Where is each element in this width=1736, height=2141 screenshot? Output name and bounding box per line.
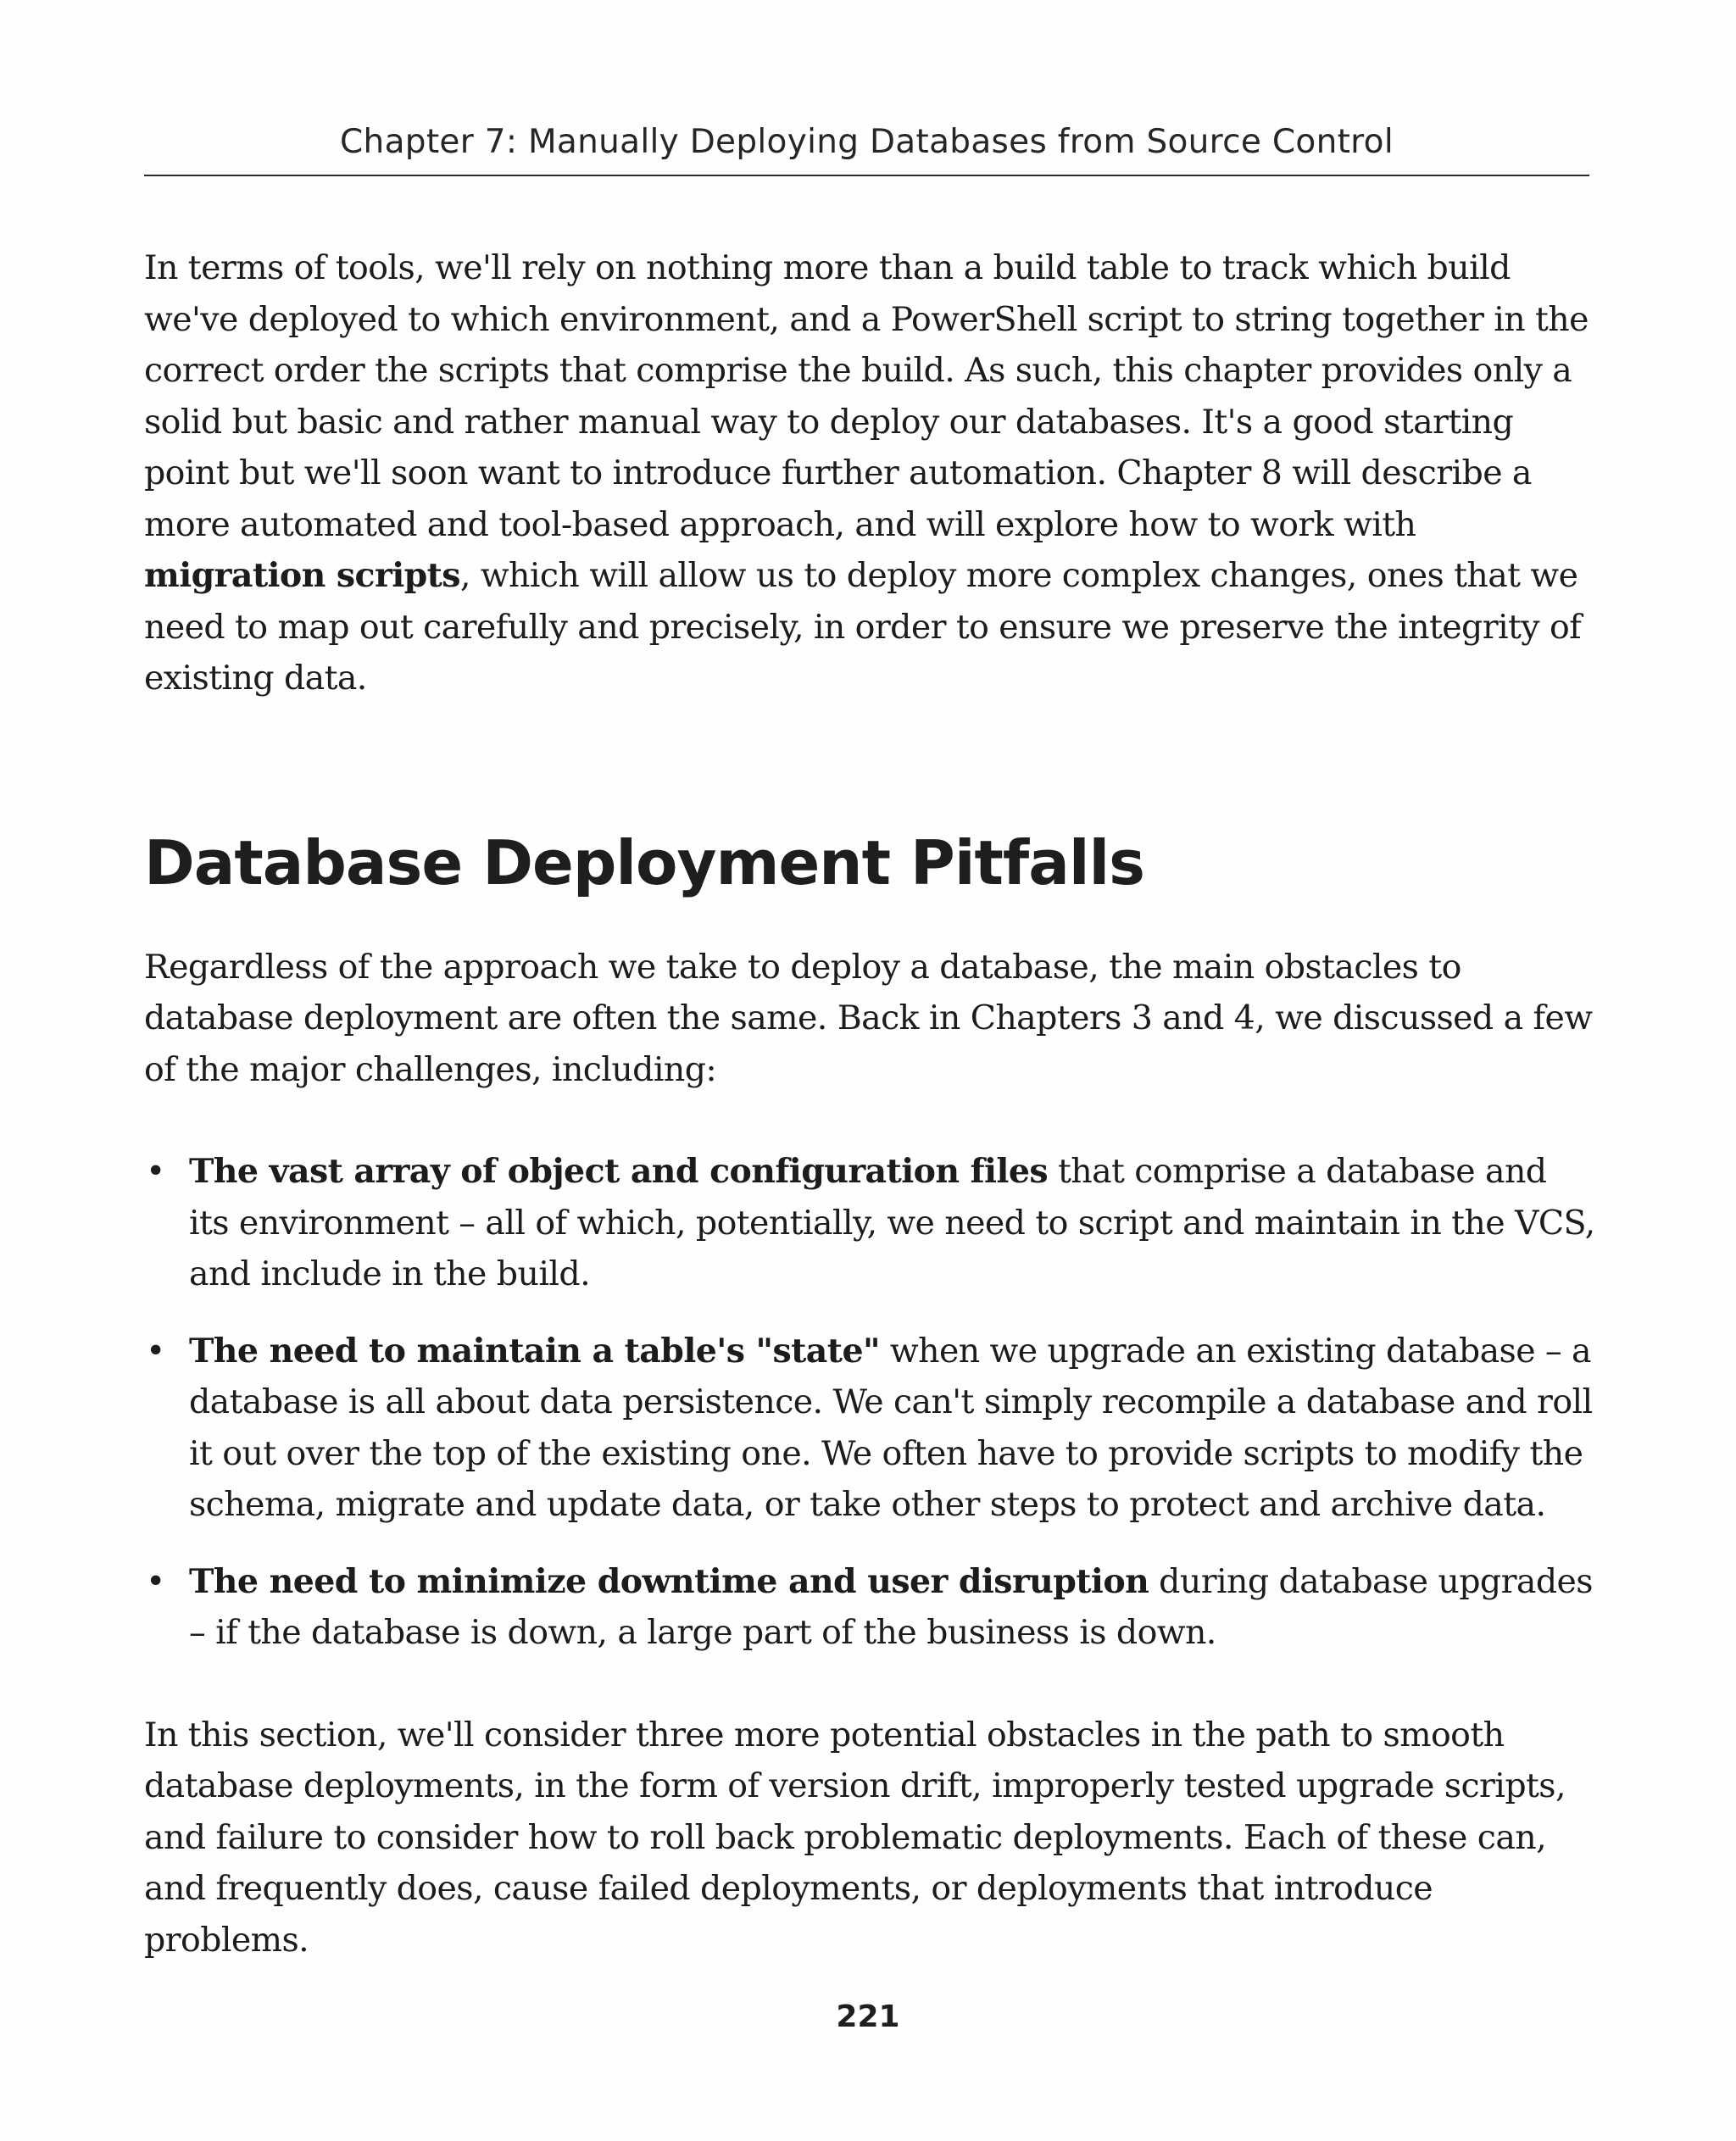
section-heading: Database Deployment Pitfalls bbox=[144, 826, 1145, 898]
list-item-text: when we upgrade an existing database – a database is all about data persistence. We can't simply recompile a database and roll it out over the top of the existing one. We often have to provide scripts to modify the schema, migrate and update data, or take other steps to protect and archive data. bbox=[189, 1331, 1593, 1524]
page-number: 221 bbox=[836, 1999, 900, 2034]
bullet-icon: • bbox=[146, 1561, 165, 1601]
bullet-icon: • bbox=[146, 1331, 165, 1371]
intro-text-end: , which will allow us to deploy more complex changes, ones that we need to map out carefully and precisely, in order to ensure we preserve the integrity of existing data. bbox=[144, 556, 1582, 698]
chapter-title: Chapter 7: Manually Deploying Databases from Source Control bbox=[340, 123, 1394, 161]
page-content bbox=[144, 242, 1595, 1966]
list-item bbox=[144, 1556, 1595, 1659]
list-item-text: during database upgrades – if the database is down, a large part of the business is down. bbox=[189, 1561, 1593, 1652]
list-item-bold: The need to maintain a table's "state" bbox=[189, 1331, 880, 1371]
list-item-bold: The vast array of object and configuration files bbox=[189, 1152, 1048, 1191]
running-header bbox=[144, 108, 1589, 176]
section-lead-paragraph: Regardless of the approach we take to deploy a database, the main obstacles to database deployment are often the same. Back in Chapters 3 and 4, we discussed a few of the major challenges, including: bbox=[144, 947, 1593, 1089]
intro-paragraph bbox=[144, 242, 1595, 704]
intro-bold-term: migration scripts bbox=[144, 556, 460, 595]
bullet-icon: • bbox=[146, 1152, 165, 1191]
list-item bbox=[144, 1146, 1595, 1300]
closing-paragraph: In this section, we'll consider three more potential obstacles in the path to smooth database deployments, in the form of version drift, improperly tested upgrade scripts, and failure to consider how to roll back problematic deployments. Each of these can, and frequently does, cause failed deployments, or deployments that introduce problems. bbox=[144, 1715, 1566, 1960]
obstacles-list bbox=[144, 1146, 1595, 1659]
list-item-text: that comprise a database and its environment – all of which, potentially, we need to script and maintain in the VCS, and include in the build. bbox=[189, 1152, 1595, 1293]
list-item bbox=[144, 1326, 1595, 1531]
intro-text-start: In terms of tools, we'll rely on nothing more than a build table to track which build we've deployed to which environment, and a PowerShell script to string together in the correct order the scripts that comprise the build. As such, this chapter provides only a solid but basic and rather manual way to deploy our databases. It's a good starting point but we'll soon want to introduce further automation. Chapter 8 will describe a more automated and tool-based approach, and will explore how to work with bbox=[144, 248, 1589, 544]
list-item-bold: The need to minimize downtime and user disruption bbox=[189, 1561, 1149, 1601]
